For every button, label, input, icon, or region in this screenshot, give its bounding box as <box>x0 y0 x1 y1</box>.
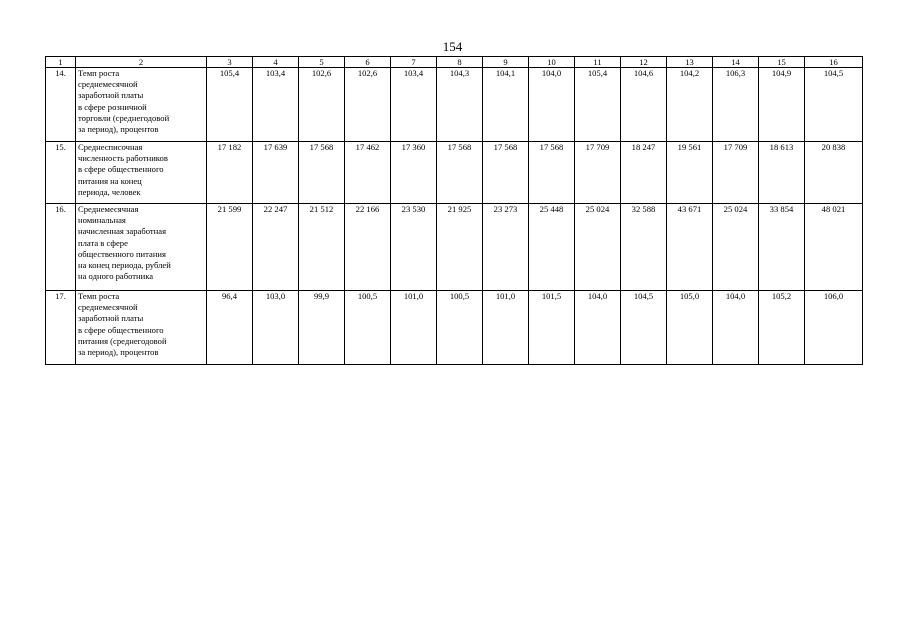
table-cell: 104,6 <box>621 68 667 142</box>
table-cell: 101,0 <box>483 291 529 365</box>
table-cell: 106,0 <box>805 291 863 365</box>
data-table <box>45 56 863 365</box>
table-cell: 104,5 <box>805 68 863 142</box>
table-cell: 17 568 <box>483 142 529 204</box>
table-cell: 25 448 <box>529 204 575 291</box>
row-indicator-name: Среднесписочная численность работников в сфере общественного питания на конец периода, человек <box>76 142 207 204</box>
table-cell: 25 024 <box>575 204 621 291</box>
table-cell: 104,0 <box>529 68 575 142</box>
table-cell: 104,2 <box>667 68 713 142</box>
table-cell: 20 838 <box>805 142 863 204</box>
table-cell: 23 273 <box>483 204 529 291</box>
table-cell: 105,4 <box>575 68 621 142</box>
table-cell: 17 182 <box>207 142 253 204</box>
row-number: 17. <box>46 291 76 365</box>
table-cell: 17 709 <box>575 142 621 204</box>
table-cell: 18 247 <box>621 142 667 204</box>
table-cell: 99,9 <box>299 291 345 365</box>
table-row <box>46 204 863 291</box>
row-number: 16. <box>46 204 76 291</box>
row-indicator-name: Темп роста среднемесячной заработной платы в сфере розничной торговли (среднегодовой за период), процентов <box>76 68 207 142</box>
table-cell: 17 568 <box>299 142 345 204</box>
table-cell: 106,3 <box>713 68 759 142</box>
column-header: 10 <box>529 57 575 68</box>
table-cell: 22 247 <box>253 204 299 291</box>
column-header: 7 <box>391 57 437 68</box>
column-header: 1 <box>46 57 76 68</box>
column-header: 12 <box>621 57 667 68</box>
table-cell: 100,5 <box>437 291 483 365</box>
table-cell: 48 021 <box>805 204 863 291</box>
table-cell: 101,0 <box>391 291 437 365</box>
table-cell: 17 568 <box>437 142 483 204</box>
table-cell: 43 671 <box>667 204 713 291</box>
table-cell: 21 512 <box>299 204 345 291</box>
table-row <box>46 68 863 142</box>
column-header: 11 <box>575 57 621 68</box>
table-cell: 102,6 <box>345 68 391 142</box>
table-cell: 104,0 <box>575 291 621 365</box>
table-cell: 17 639 <box>253 142 299 204</box>
row-indicator-name: Среднемесячная номинальная начисленная заработная плата в сфере общественного питания на конец периода, рублей на одного работника <box>76 204 207 291</box>
column-header: 4 <box>253 57 299 68</box>
table-cell: 105,4 <box>207 68 253 142</box>
column-header: 3 <box>207 57 253 68</box>
column-header: 2 <box>76 57 207 68</box>
table-cell: 17 360 <box>391 142 437 204</box>
table-row <box>46 291 863 365</box>
table-cell: 104,0 <box>713 291 759 365</box>
table-cell: 103,4 <box>253 68 299 142</box>
table-cell: 33 854 <box>759 204 805 291</box>
table-cell: 21 925 <box>437 204 483 291</box>
table-cell: 17 709 <box>713 142 759 204</box>
table-cell: 104,3 <box>437 68 483 142</box>
table-cell: 96,4 <box>207 291 253 365</box>
page-number: 154 <box>442 39 463 54</box>
table-cell: 104,9 <box>759 68 805 142</box>
column-number-row <box>46 57 863 68</box>
table-cell: 25 024 <box>713 204 759 291</box>
table-cell: 105,0 <box>667 291 713 365</box>
table-cell: 17 462 <box>345 142 391 204</box>
table-cell: 17 568 <box>529 142 575 204</box>
table-cell: 32 588 <box>621 204 667 291</box>
table-cell: 23 530 <box>391 204 437 291</box>
table-cell: 102,6 <box>299 68 345 142</box>
row-indicator-name: Темп роста среднемесячной заработной платы в сфере общественного питания (среднегодовой за период), процентов <box>76 291 207 365</box>
table-cell: 21 599 <box>207 204 253 291</box>
table-cell: 104,1 <box>483 68 529 142</box>
column-header: 5 <box>299 57 345 68</box>
column-header: 15 <box>759 57 805 68</box>
table-cell: 103,0 <box>253 291 299 365</box>
column-header: 13 <box>667 57 713 68</box>
table-cell: 22 166 <box>345 204 391 291</box>
column-header: 9 <box>483 57 529 68</box>
column-header: 8 <box>437 57 483 68</box>
table-cell: 100,5 <box>345 291 391 365</box>
row-number: 15. <box>46 142 76 204</box>
table-cell: 103,4 <box>391 68 437 142</box>
table-cell: 105,2 <box>759 291 805 365</box>
table-cell: 104,5 <box>621 291 667 365</box>
column-header: 6 <box>345 57 391 68</box>
table-cell: 19 561 <box>667 142 713 204</box>
table-cell: 18 613 <box>759 142 805 204</box>
table-cell: 101,5 <box>529 291 575 365</box>
row-number: 14. <box>46 68 76 142</box>
column-header: 16 <box>805 57 863 68</box>
table-row <box>46 142 863 204</box>
column-header: 14 <box>713 57 759 68</box>
